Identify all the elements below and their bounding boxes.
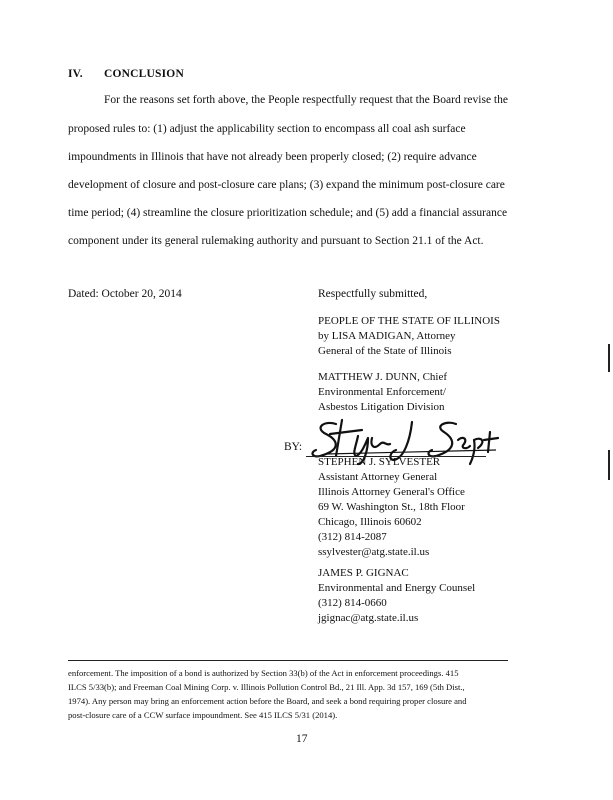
by-label: BY: xyxy=(284,441,303,453)
scan-margin-mark xyxy=(608,344,610,372)
people-line: General of the State of Illinois xyxy=(318,345,452,357)
footnote-line: ILCS 5/33(b); and Freeman Coal Mining Corp. v. Illinois Pollution Control Bd., 21 Ill. App. 3d 157, 169 (5th Dist., xyxy=(68,682,465,692)
section-number: IV. xyxy=(68,68,83,80)
footnote-line: 1974). Any person may bring an enforcement action before the Board, and seek a bond requiring proper closure and xyxy=(68,696,467,706)
chief-line: MATTHEW J. DUNN, Chief xyxy=(318,371,448,383)
scan-margin-mark xyxy=(608,450,610,480)
counsel-line: (312) 814-0660 xyxy=(318,597,387,609)
paragraph-line: time period; (4) streamline the closure prioritization schedule; and (5) add a financial assurance xyxy=(68,207,508,219)
counsel-line: Environmental and Energy Counsel xyxy=(318,582,476,594)
signer-line: Assistant Attorney General xyxy=(318,471,438,483)
paragraph-line: component under its general rulemaking authority and pursuant to Section 21.1 of the Act. xyxy=(68,235,484,247)
closing-line: Respectfully submitted, xyxy=(318,288,428,300)
people-line: PEOPLE OF THE STATE OF ILLINOIS xyxy=(318,315,500,327)
page-number: 17 xyxy=(296,733,308,745)
footnote-separator xyxy=(68,660,508,661)
signer-line: Chicago, Illinois 60602 xyxy=(318,516,422,528)
footnote-line: enforcement. The imposition of a bond is authorized by Section 33(b) of the Act in enforcement proceedings. 415 xyxy=(68,668,459,678)
counsel-line: JAMES P. GIGNAC xyxy=(318,567,409,579)
people-line: by LISA MADIGAN, Attorney xyxy=(318,330,456,342)
counsel-email: jgignac@atg.state.il.us xyxy=(318,612,419,624)
dated-line: Dated: October 20, 2014 xyxy=(68,288,182,300)
signer-email: ssylvester@atg.state.il.us xyxy=(318,546,430,558)
paragraph-line: For the reasons set forth above, the People respectfully request that the Board revise the xyxy=(104,94,508,106)
signer-line: 69 W. Washington St., 18th Floor xyxy=(318,501,465,513)
chief-line: Environmental Enforcement/ xyxy=(318,386,446,398)
signer-line: STEPHEN J. SYLVESTER xyxy=(318,456,441,468)
paragraph-line: impoundments in Illinois that have not already been properly closed; (2) require advance xyxy=(68,151,477,163)
signer-line: (312) 814-2087 xyxy=(318,531,387,543)
paragraph-line: development of closure and post-closure care plans; (3) expand the minimum post-closure care xyxy=(68,179,505,191)
section-title: CONCLUSION xyxy=(104,68,184,80)
paragraph-line: proposed rules to: (1) adjust the applicability section to encompass all coal ash surface xyxy=(68,123,466,135)
chief-line: Asbestos Litigation Division xyxy=(318,401,445,413)
footnote-line: post-closure care of a CCW surface impoundment. See 415 ILCS 5/31 (2014). xyxy=(68,710,338,720)
signer-line: Illinois Attorney General's Office xyxy=(318,486,465,498)
